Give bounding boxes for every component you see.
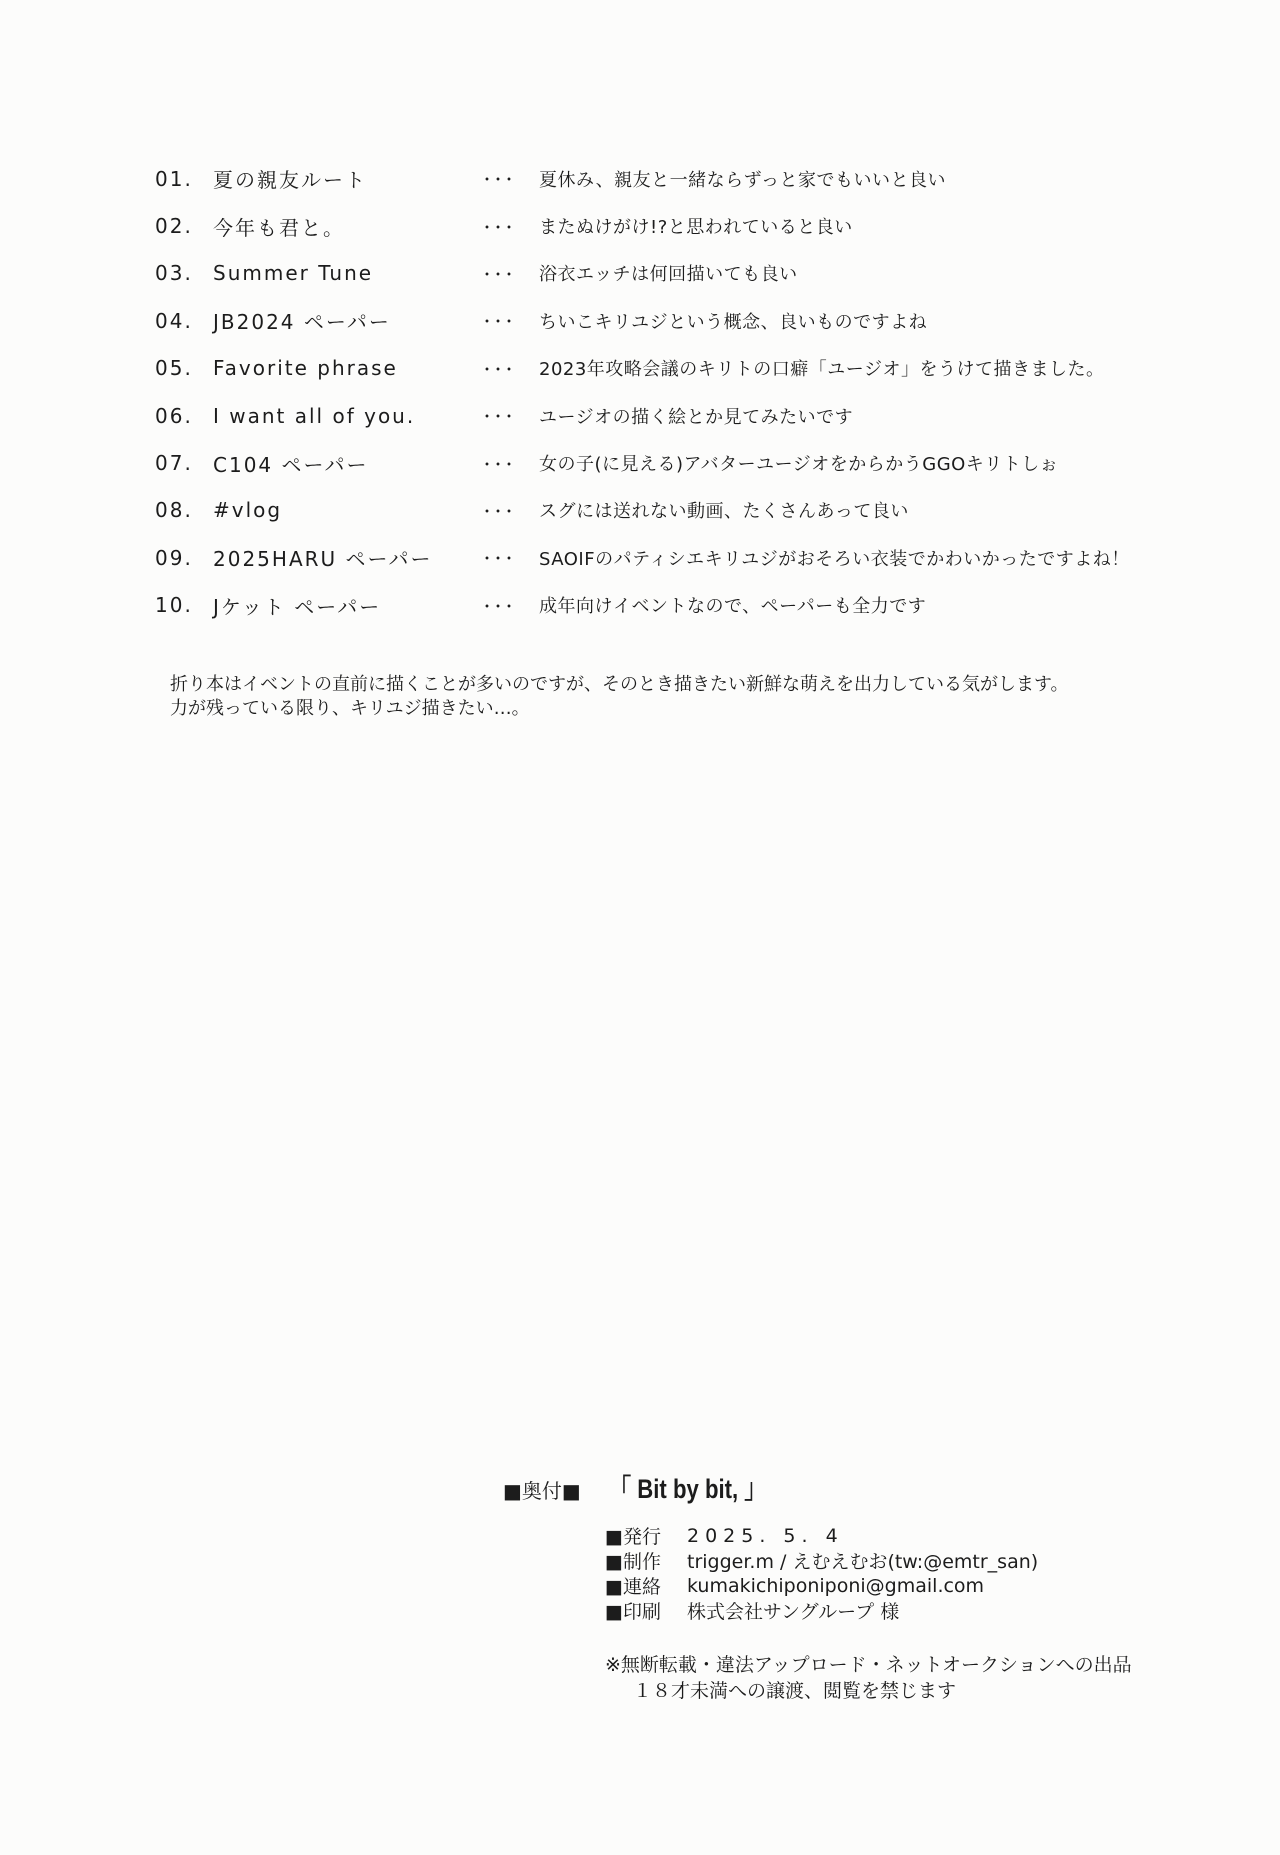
colophon-row-contact — [605, 1573, 1038, 1598]
colophon-row-publish-date — [605, 1523, 1038, 1548]
legal-notice — [605, 1652, 1132, 1704]
toc-leader-dots: ･･･ — [483, 596, 517, 616]
toc-leader-dots: ･･･ — [483, 312, 517, 332]
colophon-row-printer — [605, 1598, 1038, 1623]
toc-number: 03. — [155, 261, 193, 286]
toc-description: SAOIFのパティシエキリユジがおそろい衣装でかわいかったですよね！ — [539, 548, 1130, 570]
table-of-contents — [155, 155, 1215, 629]
toc-description: またぬけがけ!?と思われていると良い — [539, 217, 853, 239]
toc-leader-dots: ･･･ — [483, 454, 517, 474]
toc-title: 今年も君と。 — [213, 215, 345, 240]
toc-number: 04. — [155, 308, 193, 333]
afterword-line: 力が残っている限り、キリユジ描きたい…。 — [170, 698, 530, 719]
notice-line: １８才未満への譲渡、閲覧を禁じます — [633, 1680, 957, 1702]
toc-title: C104 ペーパー — [213, 452, 369, 477]
toc-row — [155, 534, 1215, 581]
toc-description: 夏休み、親友と一緒ならずっと家でもいいと良い — [539, 169, 946, 191]
toc-title: Summer Tune — [213, 261, 374, 286]
toc-description: ちいこキリユジという概念、良いものですよね — [539, 311, 928, 333]
toc-leader-dots: ･･･ — [483, 549, 517, 569]
toc-leader-dots: ･･･ — [483, 170, 517, 190]
toc-leader-dots: ･･･ — [483, 407, 517, 427]
toc-row — [155, 202, 1215, 249]
toc-row — [155, 582, 1215, 629]
toc-number: 07. — [155, 451, 193, 476]
toc-title: I want all of you. — [213, 403, 416, 428]
colophon-row-author — [605, 1548, 1038, 1573]
toc-row — [155, 250, 1215, 297]
colophon-row-label: ■印刷 — [605, 1601, 661, 1623]
toc-row — [155, 155, 1215, 202]
colophon-details — [605, 1523, 1038, 1623]
toc-leader-dots: ･･･ — [483, 359, 517, 379]
colophon-row-label: ■連絡 — [605, 1576, 661, 1598]
toc-row — [155, 392, 1215, 439]
toc-number: 10. — [155, 593, 193, 618]
toc-number: 02. — [155, 214, 193, 239]
toc-title: 夏の親友ルート — [213, 168, 367, 193]
toc-number: 08. — [155, 498, 193, 523]
toc-row — [155, 345, 1215, 392]
colophon-row-label: ■発行 — [605, 1526, 661, 1548]
toc-row — [155, 439, 1215, 486]
toc-description: 女の子(に見える)アバターユージオをからかうGGOキリトしぉ — [539, 454, 1059, 476]
toc-leader-dots: ･･･ — [483, 501, 517, 521]
afterword — [170, 673, 1069, 721]
toc-description: スグには送れない動画、たくさんあって良い — [539, 501, 909, 523]
colophon-row-label: ■制作 — [605, 1551, 661, 1573]
toc-description: 浴衣エッチは何回描いても良い — [539, 264, 798, 286]
toc-number: 01. — [155, 166, 193, 191]
toc-title: JB2024 ペーパー — [213, 310, 391, 335]
toc-description: ユージオの描く絵とか見てみたいです — [539, 406, 854, 428]
toc-title: 2025HARU ペーパー — [213, 547, 433, 572]
publish-date: 2025. 5. 4 — [687, 1524, 844, 1547]
toc-description: 2023年攻略会議のキリトの口癖「ユージオ」をうけて描きました。 — [539, 359, 1105, 381]
contact-email: kumakichiponiponi@gmail.com — [687, 1574, 985, 1597]
toc-title: Jケット ペーパー — [213, 594, 382, 619]
toc-number: 05. — [155, 356, 193, 381]
colophon-label: ■奥付■ — [503, 1479, 581, 1503]
notice-line: ※無断転載・違法アップロード・ネットオークションへの出品 — [605, 1654, 1132, 1676]
toc-title: #vlog — [213, 498, 283, 523]
toc-row — [155, 297, 1215, 344]
toc-leader-dots: ･･･ — [483, 217, 517, 237]
afterword-line: 折り本はイベントの直前に描くことが多いのですが、そのとき描きたい新鮮な萌えを出力している気がします。 — [170, 674, 1069, 695]
printer-name: 株式会社サングループ 様 — [687, 1601, 900, 1623]
toc-title: Favorite phrase — [213, 356, 398, 381]
toc-number: 09. — [155, 545, 193, 570]
author-credit: trigger.m / えむえむお(tw:@emtr_san) — [687, 1551, 1039, 1573]
toc-leader-dots: ･･･ — [483, 264, 517, 284]
toc-description: 成年向けイベントなので、ペーパーも全力です — [539, 596, 927, 618]
book-title: 「 Bit by bit, 」 — [608, 1474, 767, 1504]
toc-row — [155, 487, 1215, 534]
toc-number: 06. — [155, 403, 193, 428]
colophon-heading — [503, 1467, 801, 1506]
